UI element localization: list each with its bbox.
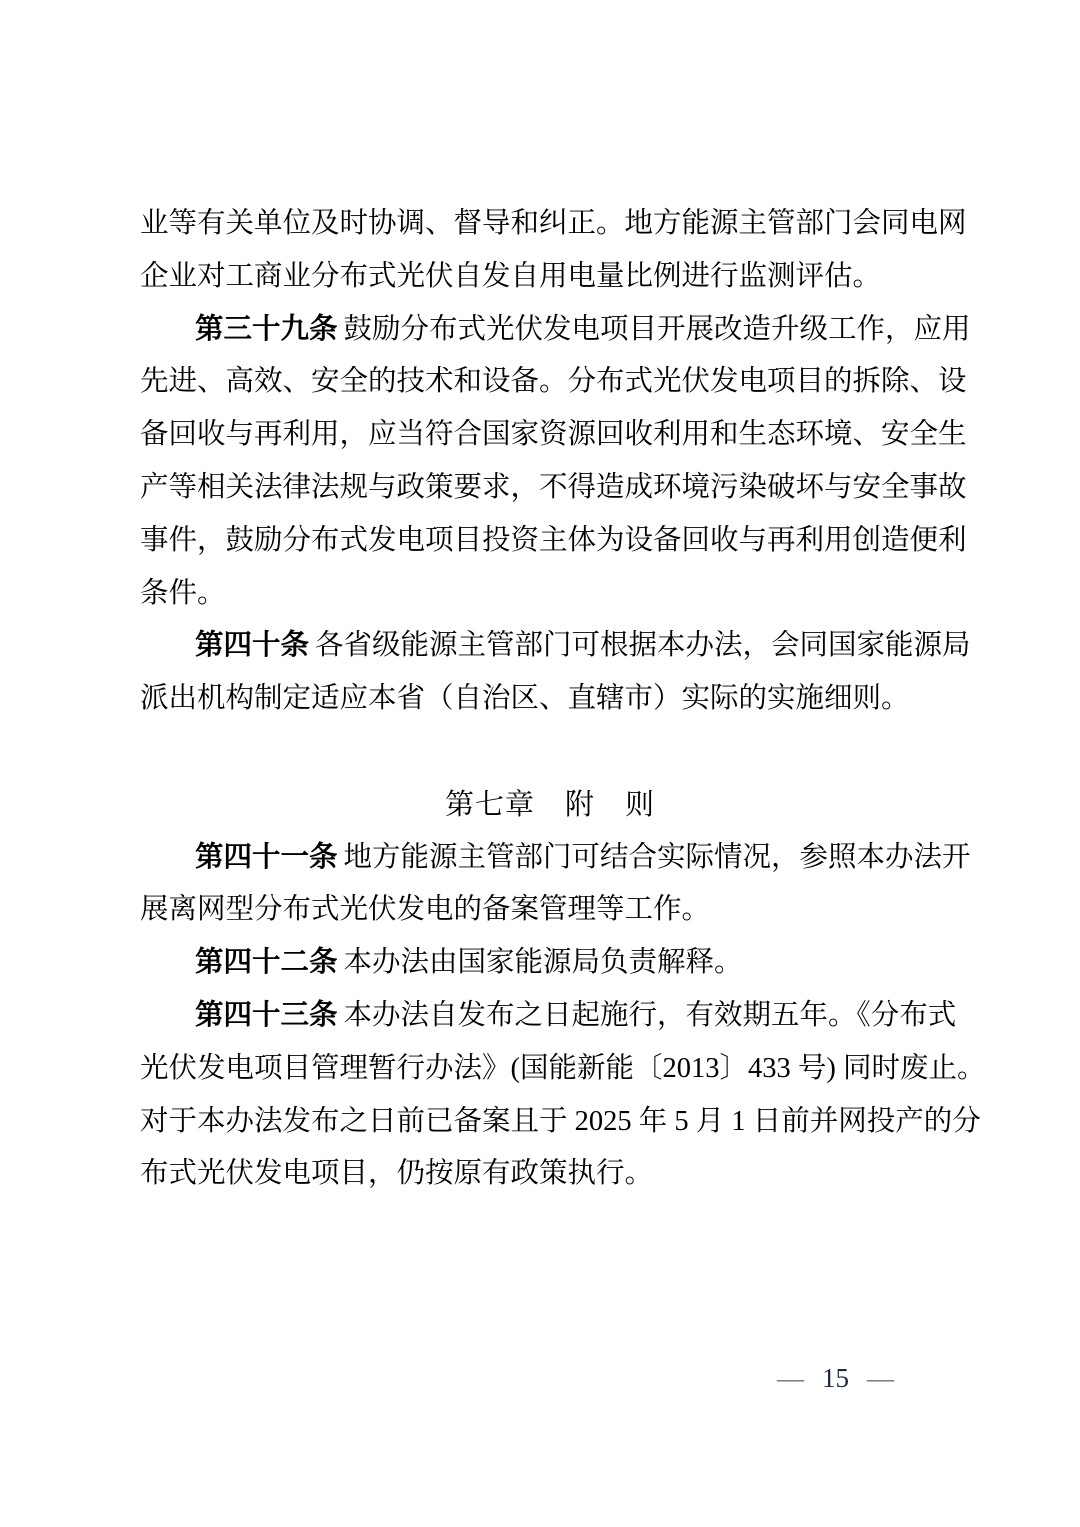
paragraph-line: [140, 1096, 981, 1149]
line-text: 展离网型分布式光伏发电的备案管理等工作。: [140, 894, 711, 926]
article-number: 第四十三条: [195, 999, 338, 1031]
line-text: 条件。: [140, 577, 226, 609]
article-number: 第四十条: [195, 630, 310, 662]
line-text: 光伏发电项目管理暂行办法》(国能新能〔2013〕433 号) 同时废止。: [140, 1052, 986, 1084]
line-text: 各省级能源主管部门可根据本办法，会同国家能源局: [315, 630, 971, 662]
article-number: 第四十二条: [195, 947, 338, 979]
footer-dash-right: —: [867, 1363, 894, 1393]
line-text: 产等相关法律法规与政策要求，不得造成环境污染破坏与安全事故: [140, 471, 967, 503]
line-text: 先进、高效、安全的技术和设备。分布式光伏发电项目的拆除、设: [140, 366, 967, 398]
line-text: 业等有关单位及时协调、督导和纠正。地方能源主管部门会同电网: [140, 208, 967, 239]
paragraph-line: [140, 1043, 986, 1096]
line-text: 备回收与再利用，应当符合国家资源回收利用和生态环境、安全生: [140, 419, 967, 451]
page-number: 15: [822, 1363, 849, 1393]
footer-dash-left: —: [777, 1363, 804, 1393]
line-text: 鼓励分布式光伏发电项目开展改造升级工作，应用: [343, 313, 971, 345]
paragraph-line: [140, 356, 967, 409]
article-number: 第四十一条: [195, 841, 338, 873]
page-number-footer: [777, 1358, 894, 1398]
paragraph-line-article-39: [140, 304, 971, 357]
paragraph-line: [140, 884, 960, 937]
paragraph-line: [140, 1148, 960, 1201]
paragraph-line: [140, 673, 960, 726]
paragraph-line: [140, 515, 967, 568]
line-text: 对于本办法发布之日前已备案且于 2025 年 5 月 1 日前并网投产的分: [140, 1105, 981, 1137]
article-number: 第三十九条: [195, 313, 338, 345]
paragraph-line-article-40: [140, 620, 971, 673]
paragraph-line: [140, 462, 967, 515]
paragraph-line: [140, 198, 967, 251]
paragraph-line-article-43: [140, 990, 960, 1043]
line-text: 布式光伏发电项目，仍按原有政策执行。: [140, 1158, 654, 1190]
document-body: [140, 198, 986, 1201]
paragraph-line: [140, 251, 960, 304]
line-text: 本办法自发布之日起施行，有效期五年。《分布式: [343, 999, 957, 1031]
paragraph-line-article-42: [140, 937, 960, 990]
paragraph-line: [140, 568, 960, 621]
paragraph-line-article-41: [140, 832, 971, 885]
line-text: 事件，鼓励分布式发电项目投资主体为设备回收与再利用创造便利: [140, 524, 967, 556]
line-text: 本办法由国家能源局负责解释。: [343, 947, 743, 979]
chapter-heading: 第七章 附 则: [444, 788, 655, 821]
line-text: 地方能源主管部门可结合实际情况，参照本办法开: [343, 841, 971, 873]
line-text: 派出机构制定适应本省（自治区、直辖市）实际的实施细则。: [140, 683, 910, 715]
paragraph-line: [140, 409, 967, 462]
line-text: 企业对工商业分布式光伏自发自用电量比例进行监测评估。: [140, 260, 882, 292]
